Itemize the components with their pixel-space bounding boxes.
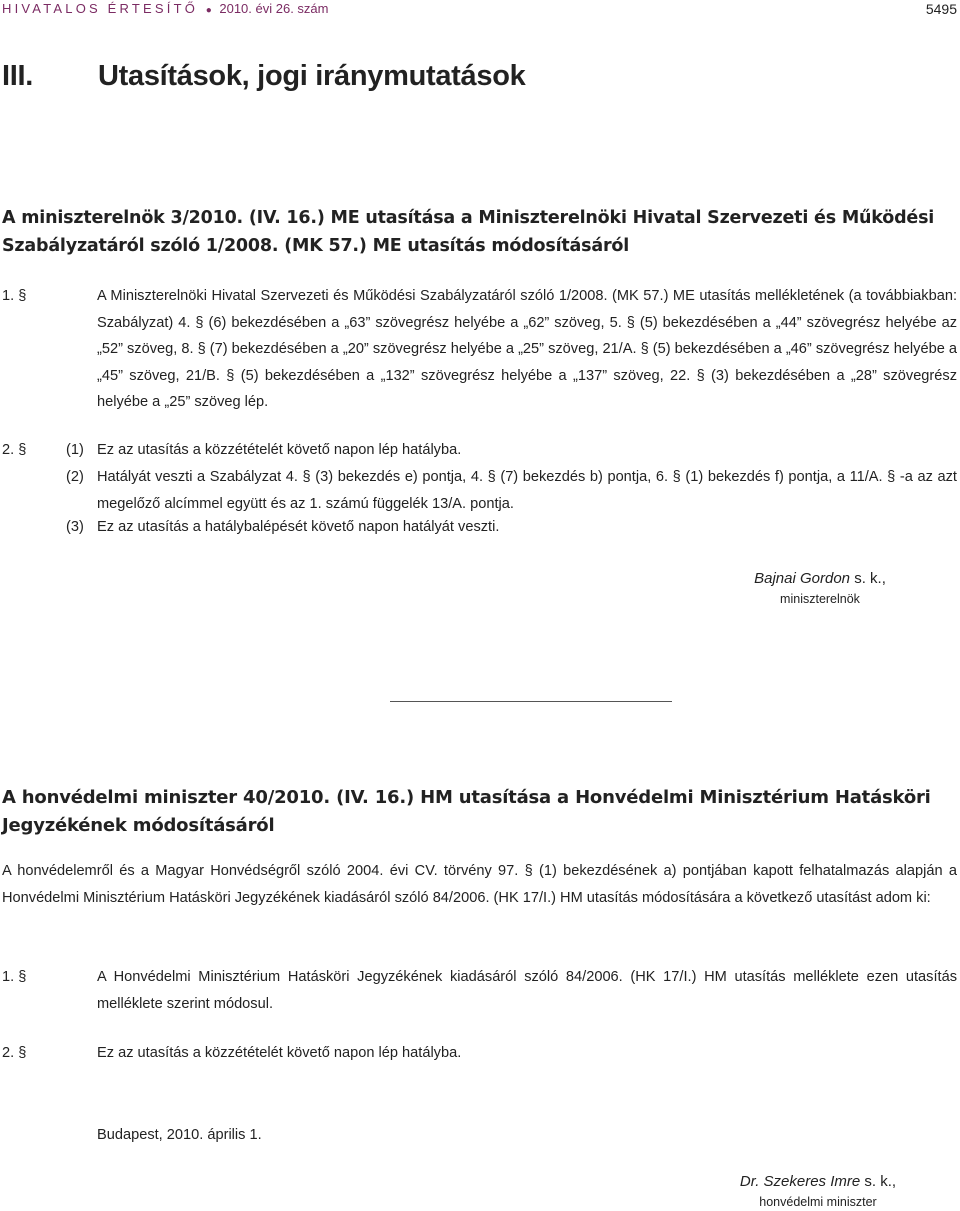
doc1-s2-item3-text: Ez az utasítás a hatálybalépését követő napon hatályát veszti. xyxy=(97,519,500,535)
part-title: Utasítások, jogi iránymutatások xyxy=(98,60,526,92)
doc2-place-date: Budapest, 2010. április 1. xyxy=(97,1127,262,1143)
doc2-section2-number: 2. § xyxy=(2,1045,27,1061)
part-number: III. xyxy=(2,60,34,92)
doc2-preamble: A honvédelemről és a Magyar Honvédségről szóló 2004. évi CV. törvény 97. § (1) bekezdésének a) pontjában kapott felhatalmazás alapján a Honvédelmi Minisztérium Hatásköri Jegyzékének kiadásáról szóló 84/2006. (HK 17/I.) HM utasítás módosítására a következő utasítást adom ki: xyxy=(2,863,957,906)
doc2-section1-text: A Honvédelmi Minisztérium Hatásköri Jegyzékének kiadásáról szóló 84/2006. (HK 17/I.) HM utasítás melléklete ezen utasítás melléklete szerint módosul. xyxy=(97,969,957,1012)
doc1-section1-text: A Miniszterelnöki Hivatal Szervezeti és Működési Szabályzatáról szóló 1/2008. (MK 57.) ME utasítás mellékletének (a továbbiakban: Szabályzat) 4. § (6) bekezdésében a „63” szövegrész helyébe a „62” szöveg, 5. § (5) bekezdésében a „44” szövegrész helyébe az „52” szöveg, 8. § (7) bekezdésében a „20” szövegrész helyébe a „25” szöveg, 21/A. § (5) bekezdésében a „46” szövegrész helyébe a „45” szöveg, 21/B. § (5) bekezdésében a „132” szövegrész helyébe a „137” szöveg, 22. § (3) bekezdésében a „28” szövegrész helyébe a „25” szöveg lép. xyxy=(97,288,957,410)
page-number: 5495 xyxy=(925,1,957,17)
doc1-section2-number: 2. § xyxy=(2,442,27,458)
doc2-signature-line xyxy=(718,1171,918,1193)
doc2-signature xyxy=(718,1171,918,1211)
doc1-signer-role: miniszterelnök xyxy=(780,592,860,606)
doc2-signer-name: Dr. Szekeres Imre xyxy=(739,1173,861,1190)
doc1-s2-item1-text: Ez az utasítás a közzétételét követő napon lép hatályba. xyxy=(97,442,462,458)
running-header xyxy=(2,0,957,20)
doc1-s2-item1-number: (1) xyxy=(66,442,84,458)
doc2-section2-text: Ez az utasítás a közzétételét követő napon lép hatályba. xyxy=(97,1045,462,1061)
doc2-signer-role: honvédelmi miniszter xyxy=(759,1195,877,1209)
doc1-title: A miniszterelnök 3/2010. (IV. 16.) ME utasítása a Miniszterelnöki Hivatal Szervezeti és Működési Szabályzatáról szóló 1/2008. (MK 57.) ME utasítás módosításáról xyxy=(2,208,935,256)
doc1-s2-item2-number: (2) xyxy=(66,469,84,485)
doc1-signer-name: Bajnai Gordon xyxy=(754,570,851,587)
doc1-signer-sk: s. k., xyxy=(850,570,886,587)
doc2-signer-sk: s. k., xyxy=(860,1173,897,1190)
doc1-section1-number: 1. § xyxy=(2,288,27,304)
doc1-signature xyxy=(720,568,920,608)
doc2-section1-number: 1. § xyxy=(2,969,27,985)
doc1-s2-item3-number: (3) xyxy=(66,519,84,535)
doc1-s2-item2-text: Hatályát veszti a Szabályzat 4. § (3) bekezdés e) pontja, 4. § (7) bekezdés b) pontja, 6. § (1) bekezdés f) pontja, a 11/A. § -a az azt megelőző alcímmel együtt és az 1. számú függelék 13/A. pontja. xyxy=(97,469,957,512)
part-heading xyxy=(2,60,525,93)
bullet-icon: ● xyxy=(205,5,212,16)
doc1-signature-line xyxy=(720,568,920,590)
section-divider xyxy=(390,701,672,702)
doc2-title: A honvédelmi miniszter 40/2010. (IV. 16.) HM utasítása a Honvédelmi Minisztérium Hatásköri Jegyzékének módosításáról xyxy=(2,787,931,836)
issue-label: 2010. évi 26. szám xyxy=(219,1,329,16)
journal-name: HIVATALOS ÉRTESÍTŐ xyxy=(2,1,199,16)
